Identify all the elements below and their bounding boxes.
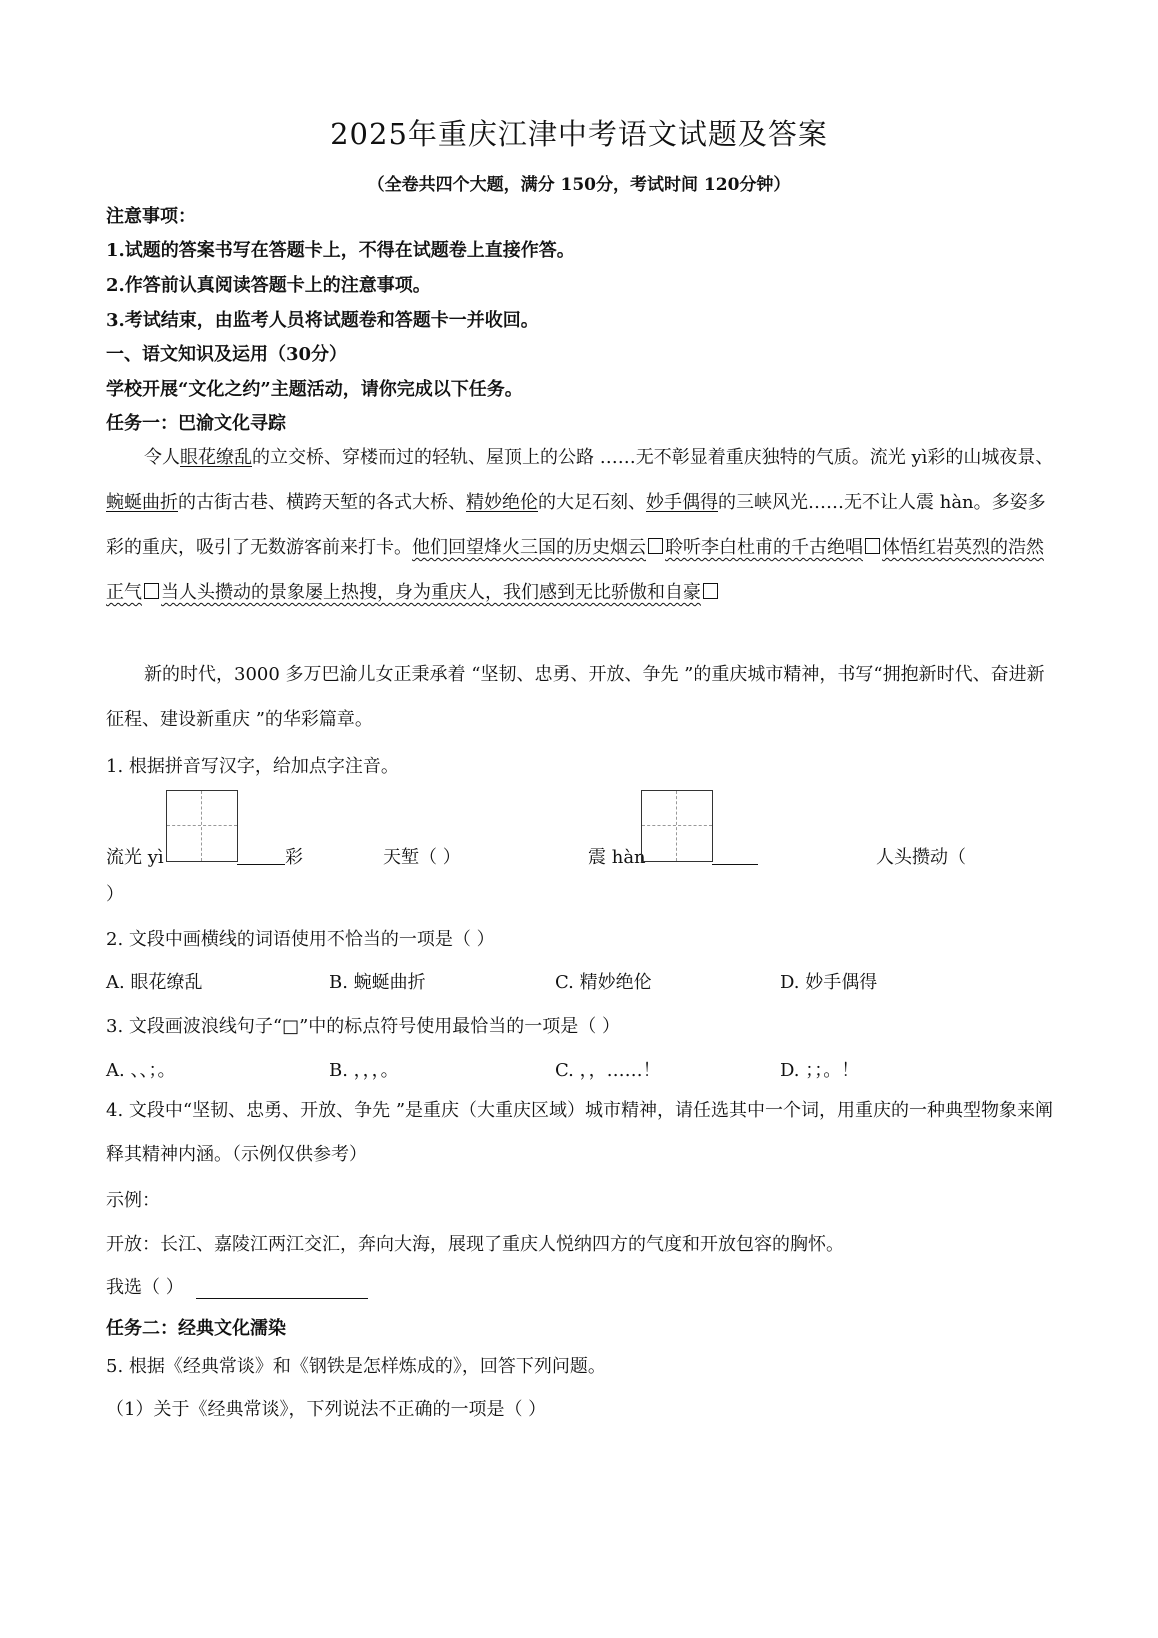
q3-option-b[interactable]: B. ，，，。 [329, 1060, 399, 1081]
q1-item-c-blank[interactable] [712, 843, 758, 865]
q3-option-c[interactable]: C. ，，……！ [555, 1060, 661, 1081]
q3-option-a[interactable]: A. 、、；。 [106, 1060, 176, 1081]
task-heading: 任务一：巴渝文化寻踪 [106, 413, 286, 434]
wavy-sentence: 他们回望烽火三国的历史烟云 [412, 537, 646, 558]
task-heading: 任务二：经典文化濡染 [106, 1318, 286, 1339]
q1-item-b: 天堑（ ） [383, 847, 461, 868]
section-heading: 一、语文知识及运用（30分） [106, 344, 348, 365]
passage-paragraph-1: 令人眼花缭乱的立交桥、穿楼而过的轻轨、屋顶上的公路 ……无不彰显着重庆独特的气质。流光 yì彩的山城夜景、蜿蜒曲折的古街古巷、横跨天堑的各式大桥、精妙绝伦的大足石刻、妙手偶得的三峡风光……无不让人震 hàn。多姿多彩的重庆，吸引了无数游客前来打卡。他们回望烽火三国的历史烟云 聆听李白杜甫的千古绝唱 体悟红岩英烈的浩然正气 当人头攒动的景象屡上热搜，身为重庆人，我们感到无比骄傲和自豪 [106, 447, 1054, 603]
wavy-sentence: 当人头攒动的景象屡上热搜，身为重庆人，我们感到无比骄傲和自豪 [161, 582, 701, 603]
blank-box-symbol [144, 583, 159, 599]
underlined-word: 精妙绝伦 [466, 492, 538, 513]
q1-item-d: 人头攒动（ [876, 847, 966, 868]
q2-option-d[interactable]: D. 妙手偶得 [780, 972, 878, 993]
underlined-word: 眼花缭乱 [180, 447, 252, 468]
q2-option-c[interactable]: C. 精妙绝伦 [555, 972, 652, 993]
q4-example: 开放：长江、嘉陵江两江交汇，奔向大海，展现了重庆人悦纳四方的气度和开放包容的胸怀。 [106, 1234, 844, 1255]
page-title: 2025年重庆江津中考语文试题及答案 [330, 117, 828, 151]
exam-subtitle: （全卷共四个大题，满分 150分，考试时间 120分钟） [367, 175, 791, 195]
q4-example-label: 示例： [106, 1190, 160, 1211]
q1-item-c-prefix: 震 hàn [588, 847, 646, 868]
underlined-word: 妙手偶得 [646, 492, 718, 513]
activity-intro: 学校开展“文化之约”主题活动，请你完成以下任务。 [106, 379, 523, 400]
question-5-1-stem: （1）关于《经典常谈》，下列说法不正确的一项是（ ） [106, 1399, 547, 1420]
note-item: 2.作答前认真阅读答题卡上的注意事项。 [106, 275, 431, 296]
question-5-stem: 5. 根据《经典常谈》和《钢铁是怎样炼成的》，回答下列问题。 [106, 1356, 606, 1377]
q1-item-a-suffix: 彩 [285, 847, 303, 868]
q1-item-a-blank[interactable] [237, 843, 285, 865]
note-item: 1.试题的答案书写在答题卡上，不得在试题卷上直接作答。 [106, 240, 575, 261]
q2-option-b[interactable]: B. 蜿蜒曲折 [329, 972, 426, 993]
underlined-word: 蜿蜒曲折 [106, 492, 178, 513]
note-item: 3.考试结束，由监考人员将试题卷和答题卡一并收回。 [106, 310, 539, 331]
q1-item-a-prefix: 流光 yì [106, 847, 164, 868]
wavy-sentence: 体悟红岩英烈的浩然正气 [106, 537, 1044, 603]
passage-paragraph-2: 新的时代，3000 多万巴渝儿女正秉承着 “坚韧、忠勇、开放、争先 ”的重庆城市精神，书写“拥抱新时代、奋进新征程、建设新重庆 ”的华彩篇章。 [106, 664, 1045, 730]
question-1-stem: 1. 根据拼音写汉字，给加点字注音。 [106, 756, 399, 777]
question-3-stem: 3. 文段画波浪线句子“□”中的标点符号使用最恰当的一项是（ ） [106, 1016, 621, 1037]
blank-box-symbol [703, 583, 718, 599]
q4-answer-line[interactable]: 我选（ ） [106, 1273, 368, 1299]
notes-heading: 注意事项： [106, 206, 196, 227]
answer-grid-box[interactable] [166, 790, 238, 862]
answer-grid-box[interactable] [641, 790, 713, 862]
q1-item-d-close: ） [106, 884, 124, 905]
blank-box-symbol [648, 538, 663, 554]
q2-option-a[interactable]: A. 眼花缭乱 [106, 972, 203, 993]
blank-box-symbol [865, 538, 880, 554]
wavy-sentence: 聆听李白杜甫的千古绝唱 [665, 537, 863, 558]
question-4-stem: 4. 文段中“坚韧、忠勇、开放、争先 ”是重庆（大重庆区域）城市精神，请任选其中一个词，用重庆的一种典型物象来阐释其精神内涵。（示例仅供参考） [106, 1100, 1054, 1165]
q3-option-d[interactable]: D. ；；。！ [780, 1060, 860, 1081]
question-2-stem: 2. 文段中画横线的词语使用不恰当的一项是（ ） [106, 929, 495, 950]
